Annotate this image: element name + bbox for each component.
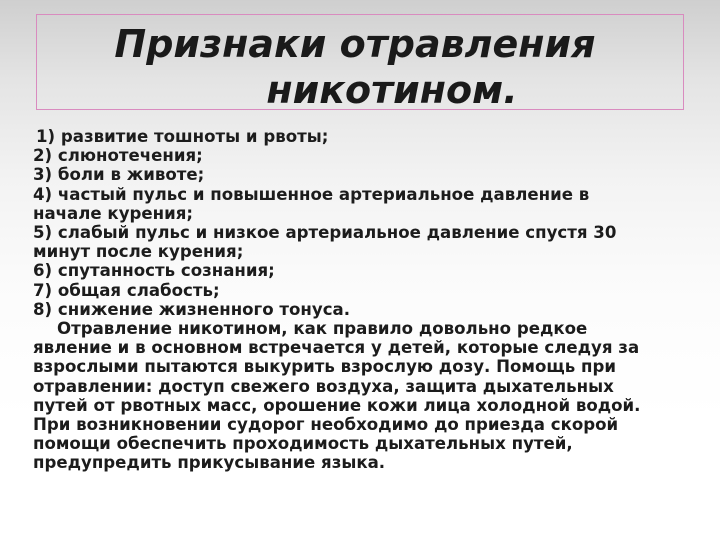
- title-frame: [36, 14, 684, 110]
- slide-title-line-2: никотином.: [266, 68, 518, 112]
- symptom-item-5-continued: минут после курения;: [33, 242, 244, 262]
- slide-body: [33, 127, 701, 473]
- paragraph-line: явление и в основном встречается у детей, которые следуя за: [33, 338, 640, 358]
- symptom-item-4: 4) частый пульс и повышенное артериальное давление в: [33, 184, 590, 204]
- symptom-item-8: 8) снижение жизненного тонуса.: [33, 299, 351, 319]
- paragraph-line: При возникновении судорог необходимо до приезда скорой: [33, 415, 619, 435]
- symptom-item-5: 5) слабый пульс и низкое артериальное давление спустя 30: [33, 223, 617, 243]
- symptom-item-6: 6) спутанность сознания;: [33, 261, 275, 281]
- symptom-item-2: 2) слюнотечения;: [33, 146, 203, 166]
- paragraph-line: Отравление никотином, как правило довольно редкое: [57, 319, 588, 339]
- paragraph-line: отравлении: доступ свежего воздуха, защита дыхательных: [33, 376, 614, 396]
- symptom-item-3: 3) боли в животе;: [33, 165, 205, 185]
- symptom-item-7: 7) общая слабость;: [33, 280, 220, 300]
- symptom-item-1: 1) развитие тошноты и рвоты;: [36, 127, 329, 146]
- paragraph-line: путей от рвотных масс, орошение кожи лица холодной водой.: [33, 395, 641, 415]
- paragraph-line: взрослыми пытаются выкурить взрослую дозу. Помощь при: [33, 357, 616, 377]
- slide-title: [37, 21, 683, 113]
- paragraph-line: помощи обеспечить проходимость дыхательных путей,: [33, 434, 573, 454]
- symptom-item-4-continued: начале курения;: [33, 203, 194, 223]
- slide-title-line-1: Признаки отравления: [114, 22, 596, 66]
- paragraph-line: предупредить прикусывание языка.: [33, 453, 386, 473]
